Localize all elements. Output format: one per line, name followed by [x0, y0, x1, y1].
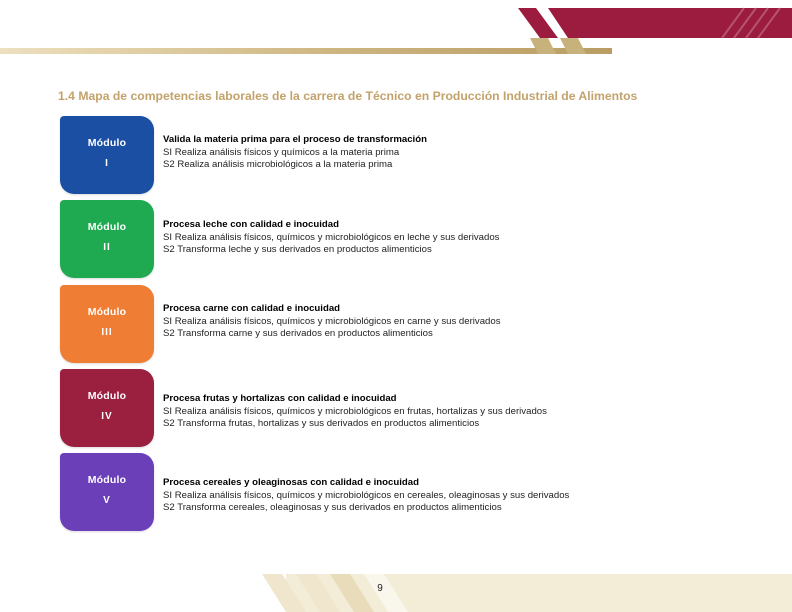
submodule-2: S2 Transforma leche y sus derivados en productos alimenticios	[163, 244, 432, 255]
module-title: Valida la materia prima para el proceso de transformación	[163, 134, 427, 145]
module-title: Procesa leche con calidad e inocuidad	[163, 219, 339, 230]
module-numeral: IV	[101, 411, 113, 422]
submodule-2: S2 Transforma cereales, oleaginosas y sus derivados en productos alimenticios	[163, 502, 502, 513]
module-4-card	[60, 369, 154, 447]
module-title: Procesa cereales y oleaginosas con calidad e inocuidad	[163, 477, 419, 488]
submodule-1: SI Realiza análisis físicos, químicos y microbiológicos en carne y sus derivados	[163, 315, 501, 327]
footer-decoration	[0, 574, 792, 612]
section-title: 1.4 Mapa de competencias laborales de la carrera de Técnico en Producción Industrial de Alimentos	[58, 89, 638, 103]
module-label: Módulo	[87, 390, 127, 402]
module-label: Módulo	[87, 221, 127, 233]
module-numeral: III	[101, 327, 113, 338]
submodule-2: S2 Transforma frutas, hortalizas y sus derivados en productos alimenticios	[163, 418, 480, 429]
submodule-1: SI Realiza análisis físicos y químicos a la materia prima	[163, 146, 400, 158]
submodule-1: SI Realiza análisis físicos, químicos y microbiológicos en frutas, hortalizas y sus derivados	[163, 405, 547, 417]
module-3-description	[163, 303, 763, 341]
header-decoration	[0, 0, 792, 60]
module-2-card	[60, 200, 154, 278]
page-number: 9	[377, 583, 383, 594]
submodule-1: SI Realiza análisis físicos, químicos y microbiológicos en leche y sus derivados	[163, 231, 500, 243]
module-numeral: I	[105, 158, 109, 169]
module-title: Procesa frutas y hortalizas con calidad e inocuidad	[163, 393, 397, 404]
module-label: Módulo	[87, 137, 127, 149]
submodule-1: SI Realiza análisis físicos, químicos y microbiológicos en cereales, oleaginosas y sus derivados	[163, 489, 570, 501]
module-label: Módulo	[87, 474, 127, 486]
module-5-card	[60, 453, 154, 531]
module-1-card	[60, 116, 154, 194]
submodule-2: S2 Transforma carne y sus derivados en productos alimenticios	[163, 328, 433, 339]
module-1-description	[163, 134, 763, 172]
module-2-description	[163, 219, 763, 257]
module-numeral: II	[103, 242, 111, 253]
module-label: Módulo	[87, 306, 127, 318]
module-3-card	[60, 285, 154, 363]
module-title: Procesa carne con calidad e inocuidad	[163, 303, 341, 314]
module-numeral: V	[103, 495, 111, 506]
submodule-2: S2 Realiza análisis microbiológicos a la materia prima	[163, 159, 393, 170]
module-5-description	[163, 477, 763, 515]
module-4-description	[163, 393, 763, 431]
